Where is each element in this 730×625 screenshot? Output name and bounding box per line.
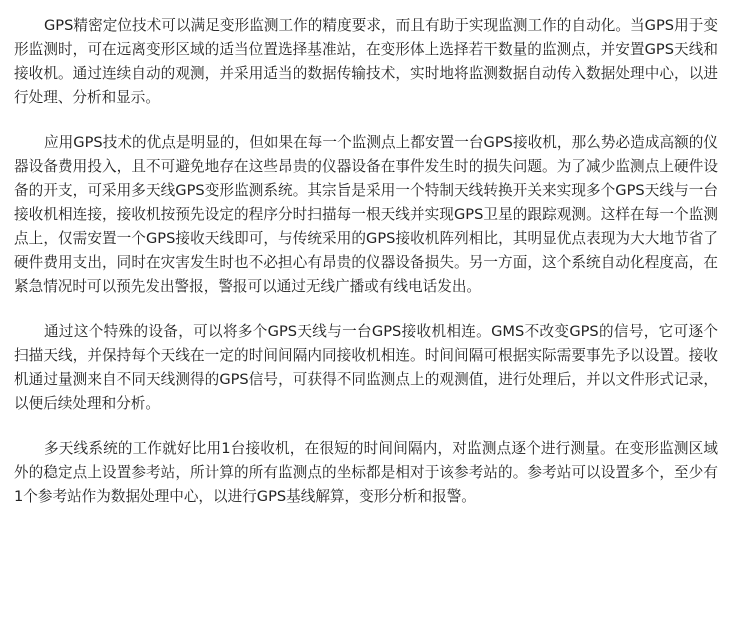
document-body [14,14,718,509]
paragraph-multi-antenna-advantages: 应用GPS技术的优点是明显的，但如果在每一个监测点上都安置一台GPS接收机，那么势必造成高额的仪器设备费用投入，且不可避免地存在这些昂贵的仪器设备在事件发生时的损失问题。为了减少监测点上硬件设备的开支，可采用多天线GPS变形监测系统。其宗旨是采用一个特制天线转换开关来实现多个GPS天线与一台接收机相连接，接收机按预先设定的程序分时扫描每一根天线并实现GPS卫星的跟踪观测。这样在每一个监测点上，仅需安置一个GPS接收天线即可，与传统采用的GPS接收机阵列相比，其明显优点表现为大大地节省了硬件费用支出，同时在灾害发生时也不必担心有昂贵的仪器设备损失。另一方面，这个系统自动化程度高，在紧急情况时可以预先发出警报，警报可以通过无线广播或有线电话发出。 [14,134,718,295]
paragraph-special-device: 通过这个特殊的设备，可以将多个GPS天线与一台GPS接收机相连。GMS不改变GPS的信号，它可逐个扫描天线，并保持每个天线在一定的时间间隔内同接收机相连。时间间隔可根据实际需要事先予以设置。接收机通过量测来自不同天线测得的GPS信号，可获得不同监测点上的观测值，进行处理后，并以文件形式记录，以便后续处理和分析。 [14,323,718,412]
paragraph-gps-precision: GPS精密定位技术可以满足变形监测工作的精度要求，而且有助于实现监测工作的自动化。当GPS用于变形监测时，可在远离变形区域的适当位置选择基准站，在变形体上选择若干数量的监测点，并安置GPS天线和接收机。通过连续自动的观测，并采用适当的数据传输技术，实时地将监测数据自动传入数据处理中心，以进行处理、分析和显示。 [14,17,718,106]
paragraph-reference-station: 多天线系统的工作就好比用1台接收机，在很短的时间间隔内，对监测点逐个进行测量。在变形监测区域外的稳定点上设置参考站，所计算的所有监测点的坐标都是相对于该参考站的。参考站可以设置多个，至少有1个参考站作为数据处理中心，以进行GPS基线解算，变形分析和报警。 [14,440,718,505]
